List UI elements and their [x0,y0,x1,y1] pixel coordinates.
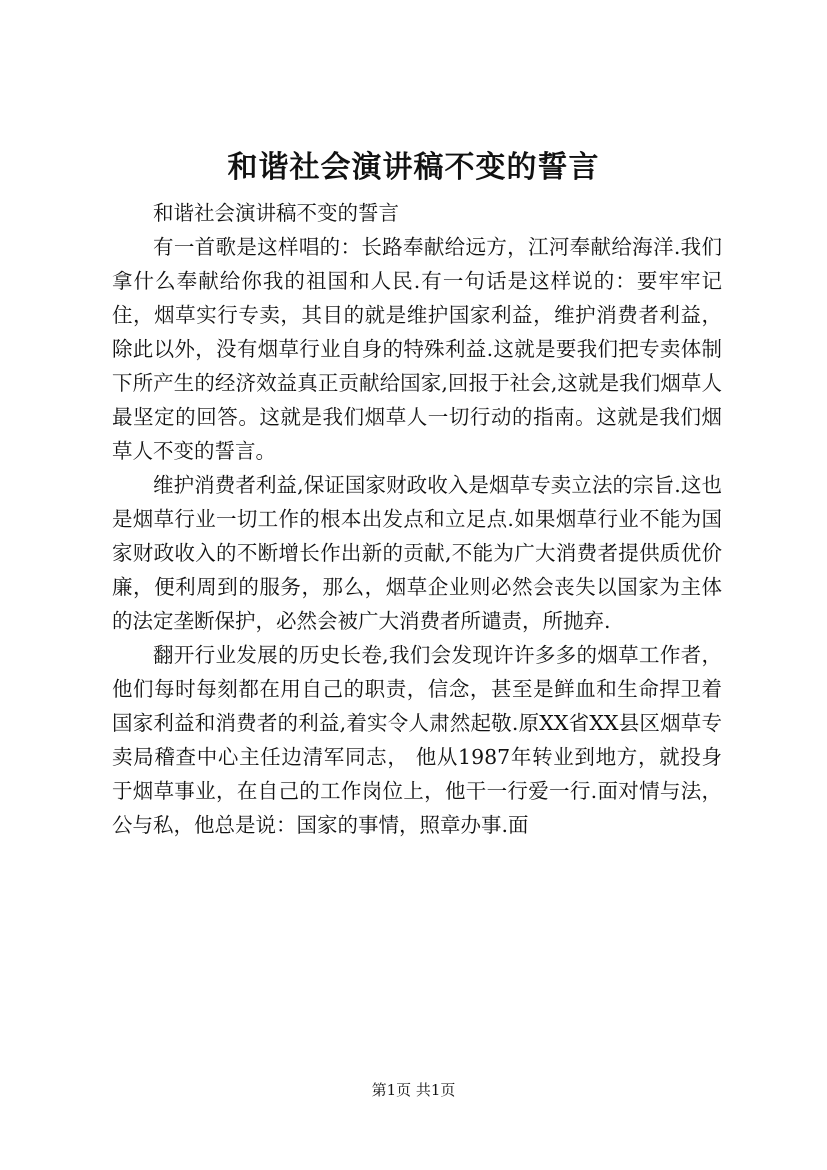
page-footer: 第1页 共1页 [371,1081,456,1099]
paragraph: 翻开行业发展的历史长卷,我们会发现许许多多的烟草工作者，他们每时每刻都在用自己的职责，信念，甚至是鲜血和生命捍卫着国家利益和消费者的利益,着实令人肃然起敬.原XX省XX县区烟草专卖局稽查中心主任边清军同志， 他从1987年转业到地方，就投身于烟草事业，在自己的工作岗位上，他干一行爱一行.面对情与法，公与私，他总是说：国家的事情，照章办事.面 [112,643,722,837]
document-title: 和谐社会演讲稿不变的誓言 [227,150,600,185]
paragraph: 维护消费者利益,保证国家财政收入是烟草专卖立法的宗旨.这也是烟草行业一切工作的根本出发点和立足点.如果烟草行业不能为国家财政收入的不断增长作出新的贡献,不能为广大消费者提供质优价廉，便利周到的服务，那么，烟草企业则必然会丧失以国家为主体的法定垄断保护，必然会被广大消费者所谴责，所抛弃. [112,473,722,633]
document-body [112,196,722,842]
paragraph-heading: 和谐社会演讲稿不变的誓言 [153,201,399,225]
paragraph: 有一首歌是这样唱的：长路奉献给远方，江河奉献给海洋.我们拿什么奉献给你我的祖国和人民.有一句话是这样说的：要牢牢记住，烟草实行专卖，其目的就是维护国家利益，维护消费者利益，除此以外，没有烟草行业自身的特殊利益.这就是要我们把专卖体制下所产生的经济效益真正贡献给国家,回报于社会,这就是我们烟草人最坚定的回答。这就是我们烟草人一切行动的指南。这就是我们烟草人不变的誓言。 [112,235,722,463]
